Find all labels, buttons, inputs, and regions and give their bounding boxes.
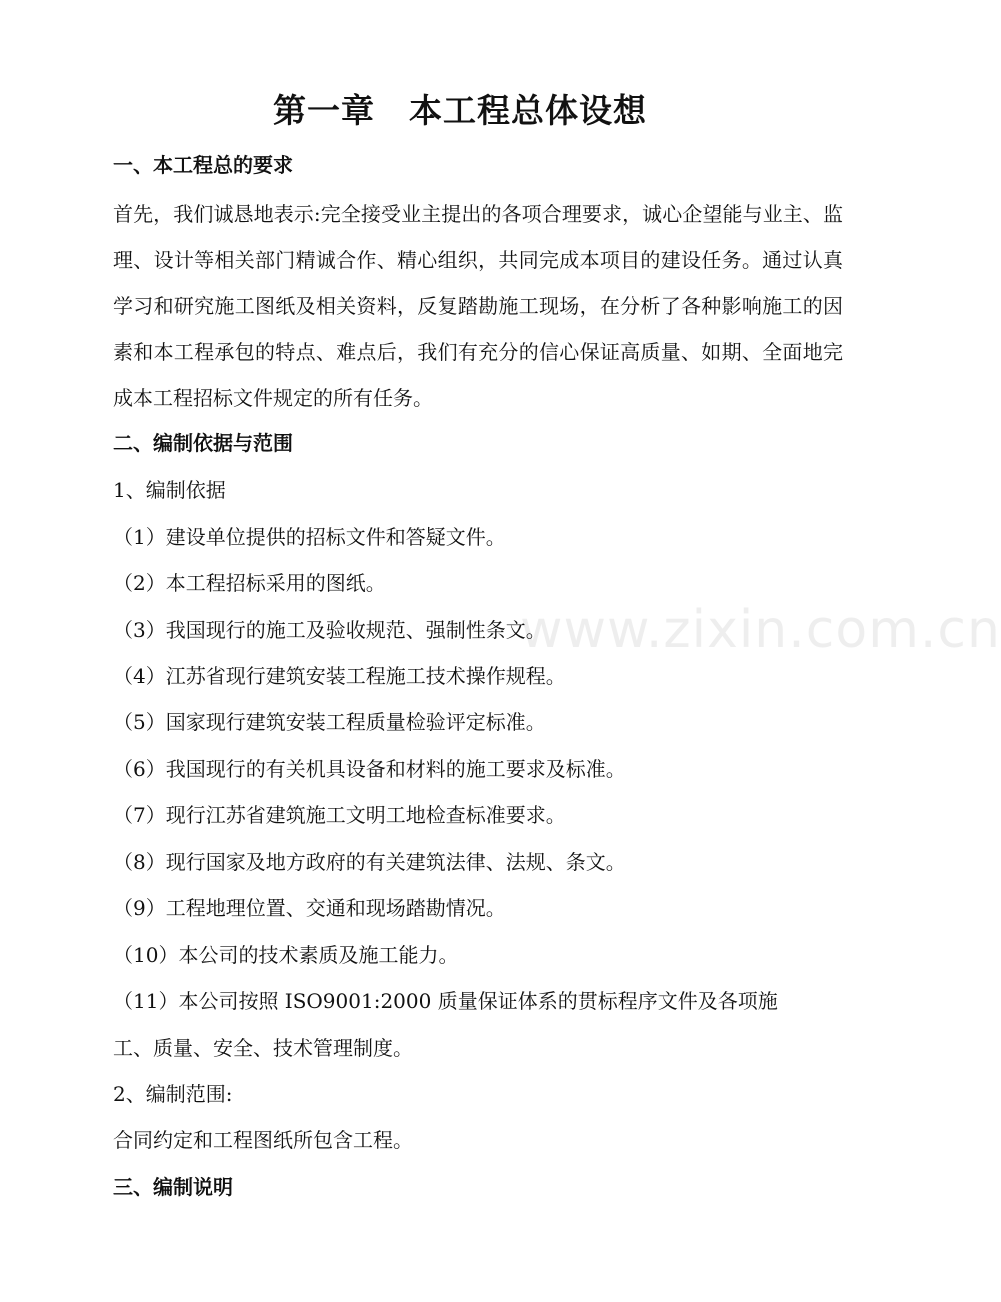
section-heading-1: 一、本工程总的要求 [113, 153, 293, 177]
section-heading-3: 三、编制说明 [113, 1175, 233, 1199]
watermark: www.zixin.com.cn [520, 600, 1001, 660]
page-title: 第一章 本工程总体设想 [273, 91, 647, 130]
basis-item-3: （3）我国现行的施工及验收规范、强制性条文。 [113, 618, 546, 642]
basis-item-11: （11）本公司按照 ISO9001:2000 质量保证体系的贯标程序文件及各项施 [113, 989, 778, 1013]
basis-item-5: （5）国家现行建筑安装工程质量检验评定标准。 [113, 710, 546, 734]
basis-item-11-continued: 工、质量、安全、技术管理制度。 [113, 1036, 413, 1060]
basis-item-6: （6）我国现行的有关机具设备和材料的施工要求及标准。 [113, 757, 626, 781]
subsection-label-basis: 1、编制依据 [113, 478, 226, 502]
basis-item-1: （1）建设单位提供的招标文件和答疑文件。 [113, 525, 506, 549]
basis-item-10: （10）本公司的技术素质及施工能力。 [113, 943, 459, 967]
scope-text: 合同约定和工程图纸所包含工程。 [113, 1128, 413, 1152]
basis-item-9: （9）工程地理位置、交通和现场踏勘情况。 [113, 896, 506, 920]
basis-item-4: （4）江苏省现行建筑安装工程施工技术操作规程。 [113, 664, 566, 688]
basis-item-2: （2）本工程招标采用的图纸。 [113, 571, 386, 595]
basis-item-8: （8）现行国家及地方政府的有关建筑法律、法规、条文。 [113, 850, 626, 874]
section-1-paragraph: 首先，我们诚恳地表示:完全接受业主提出的各项合理要求，诚心企望能与业主、监理、设计等相关部门精诚合作、精心组织，共同完成本项目的建设任务。通过认真学习和研究施工图纸及相关资料，反复踏勘施工现场，在分析了各种影响施工的因素和本工程承包的特点、难点后，我们有充分的信心保证高质量、如期、全面地完成本工程招标文件规定的所有任务。 [113, 202, 843, 410]
basis-item-7: （7）现行江苏省建筑施工文明工地检查标准要求。 [113, 803, 566, 827]
section-heading-2: 二、编制依据与范围 [113, 431, 293, 455]
subsection-label-scope: 2、编制范围: [113, 1082, 233, 1106]
